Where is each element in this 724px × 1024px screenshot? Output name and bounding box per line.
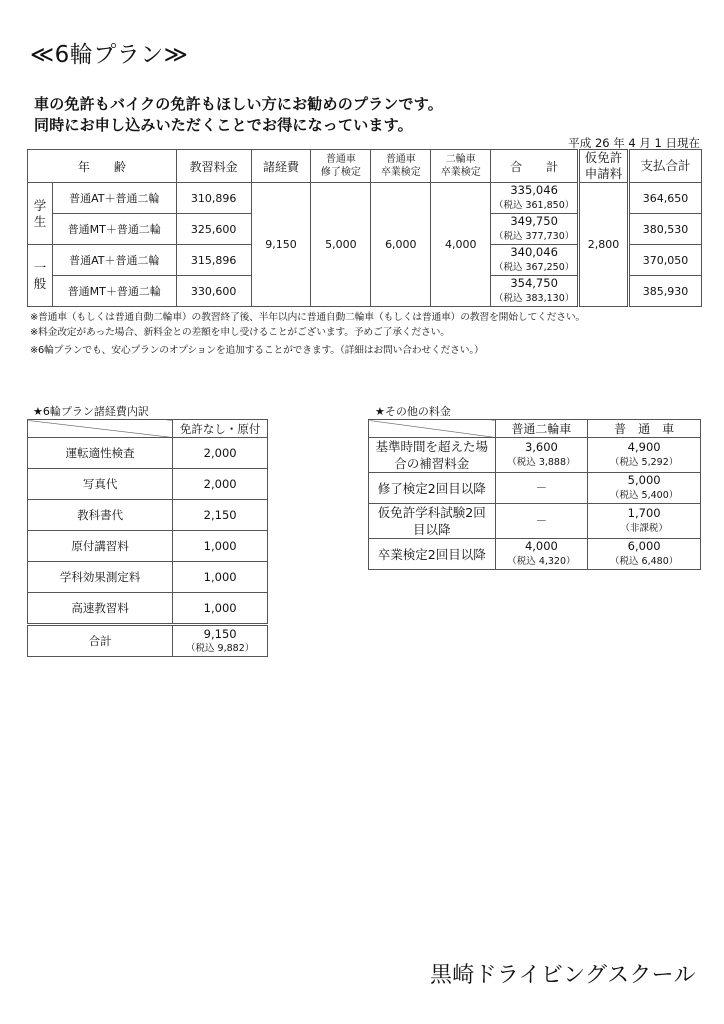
row-value: 2,150 [173, 500, 268, 531]
payment-value: 370,050 [628, 245, 701, 276]
header-futsu: 普 通 車 [588, 420, 701, 438]
header-payment-total: 支払合計 [628, 150, 701, 183]
payment-value: 364,650 [628, 183, 701, 214]
table-row [369, 473, 701, 504]
table-row [28, 469, 268, 500]
futsu-value: 6,000 （税込 6,480） [588, 539, 701, 570]
table-header-row [28, 150, 702, 183]
tuition-value: 325,600 [176, 214, 251, 245]
diagonal-header-cell [28, 420, 173, 438]
plan-name: 普通MT＋普通二輪 [52, 276, 176, 307]
note-3: ※6輪プランでも、安心プランのオプションを追加することができます。（詳細はお問い合わせください。） [30, 345, 484, 356]
nirin-value: 3,600 （税込 3,888） [495, 438, 588, 473]
row-value: 2,000 [173, 469, 268, 500]
tuition-value: 330,600 [176, 276, 251, 307]
header-nirin-sotsugyo: 二輪車 卒業検定 [431, 150, 491, 183]
tuition-value: 315,896 [176, 245, 251, 276]
header-futsu-shuryo: 普通車 修了検定 [311, 150, 371, 183]
table-row [28, 500, 268, 531]
header-tuition: 教習料金 [176, 150, 251, 183]
futsu-shuryo-value: 5,000 [311, 183, 371, 307]
nirin-value: － [495, 504, 588, 539]
header-nirin: 普通二輪車 [495, 420, 588, 438]
row-value: 1,000 [173, 562, 268, 593]
total-value: 349,750 （税込 377,730） [491, 214, 579, 245]
nirin-sotsugyo-value: 4,000 [431, 183, 491, 307]
payment-value: 385,930 [628, 276, 701, 307]
row-label: 卒業検定2回目以降 [369, 539, 496, 570]
header-no-license: 免許なし・原付 [173, 420, 268, 438]
row-label: 写真代 [28, 469, 173, 500]
group-student: 学 生 [28, 183, 53, 245]
diagonal-header-cell [369, 420, 496, 438]
header-age: 年 齢 [28, 150, 177, 183]
futsu-value: 4,900 （税込 5,292） [588, 438, 701, 473]
payment-value: 380,530 [628, 214, 701, 245]
table-row [28, 183, 702, 214]
table-row [369, 504, 701, 539]
total-value: 354,750 （税込 383,130） [491, 276, 579, 307]
header-expenses: 諸経費 [251, 150, 311, 183]
other-fees-title: ★その他の料金 [375, 405, 451, 418]
row-label: 教科書代 [28, 500, 173, 531]
plan-name: 普通MT＋普通二輪 [52, 214, 176, 245]
header-total: 合 計 [491, 150, 579, 183]
futsu-value: 5,000 （税込 5,400） [588, 473, 701, 504]
intro-line-1: 車の免許もバイクの免許もほしい方にお勧めのプランです。 [34, 95, 443, 113]
row-label: 基準時間を超えた場 合の補習料金 [369, 438, 496, 473]
futsu-value: 1,700 （非課税） [588, 504, 701, 539]
table-row [28, 438, 268, 469]
total-row [28, 625, 268, 657]
table-row [28, 562, 268, 593]
total-value: 335,046 （税込 361,850） [491, 183, 579, 214]
tuition-value: 310,896 [176, 183, 251, 214]
total-label: 合計 [28, 625, 173, 657]
row-value: 1,000 [173, 593, 268, 625]
school-name: 黒崎ドライビングスクール [430, 963, 696, 988]
table-row [28, 531, 268, 562]
note-2: ※料金改定があった場合、新料金との差額を申し受けることがございます。予めご了承ください。 [30, 327, 450, 338]
row-value: 1,000 [173, 531, 268, 562]
expenses-breakdown-table [27, 419, 268, 657]
row-label: 仮免許学科試験2回 目以降 [369, 504, 496, 539]
table-row [28, 593, 268, 625]
header-karimenkyo: 仮免許 申請料 [579, 150, 629, 183]
plan-name: 普通AT＋普通二輪 [52, 245, 176, 276]
row-label: 学科効果測定料 [28, 562, 173, 593]
page-title: ≪6輪プラン≫ [30, 42, 189, 68]
table-header-row [28, 420, 268, 438]
expenses-breakdown-title: ★6輪プラン諸経費内訳 [33, 405, 149, 418]
row-value: 2,000 [173, 438, 268, 469]
row-label: 運転適性検査 [28, 438, 173, 469]
expenses-value: 9,150 [251, 183, 311, 307]
row-label: 高速教習料 [28, 593, 173, 625]
header-futsu-sotsugyo: 普通車 卒業検定 [371, 150, 431, 183]
row-label: 修了検定2回目以降 [369, 473, 496, 504]
nirin-value: 4,000 （税込 4,320） [495, 539, 588, 570]
total-value: 340,046 （税込 367,250） [491, 245, 579, 276]
other-fees-table [368, 419, 701, 570]
plan-price-table [27, 149, 702, 307]
table-row [369, 539, 701, 570]
futsu-sotsugyo-value: 6,000 [371, 183, 431, 307]
total-value: 9,150 （税込 9,882） [173, 625, 268, 657]
table-header-row [369, 420, 701, 438]
nirin-value: － [495, 473, 588, 504]
plan-name: 普通AT＋普通二輪 [52, 183, 176, 214]
note-1: ※普通車（もしくは普通自動二輪車）の教習終了後、半年以内に普通自動二輪車（もしくは普通車）の教習を開始してください。 [30, 312, 586, 323]
group-general: 一 般 [28, 245, 53, 307]
table-row [369, 438, 701, 473]
intro-line-2: 同時にお申し込みいただくことでお得になっています。 [34, 116, 413, 134]
karimenkyo-value: 2,800 [579, 183, 629, 307]
row-label: 原付講習料 [28, 531, 173, 562]
as-of-date: 平成 26 年 4 月 1 日現在 [568, 136, 700, 150]
